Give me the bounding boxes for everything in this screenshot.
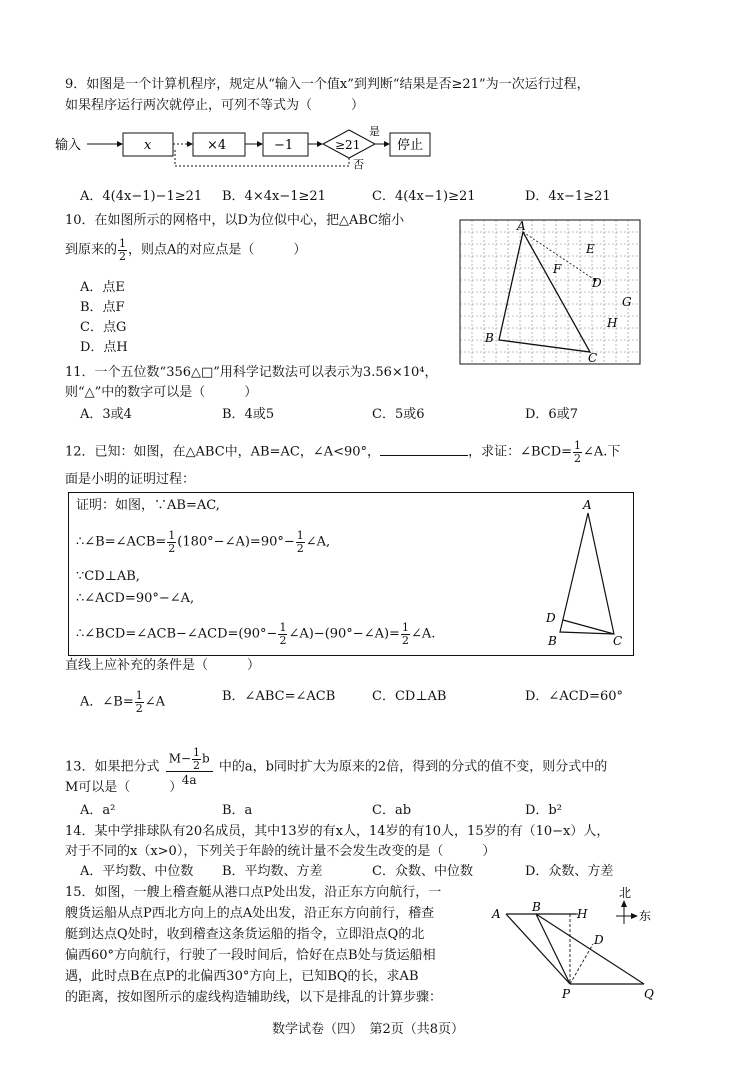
q12-stem-line2: 面是小明的证明过程： (65, 472, 196, 487)
proof-line2: ∴∠B=∠ACB= $\frac{1}{2}$ (180°−∠A)=90°− $\frac{1}{2}$ ∠A, (76, 529, 331, 555)
q13-option-b: B．a (222, 803, 253, 818)
svg-text:B: B (485, 331, 494, 345)
svg-text:P: P (562, 987, 571, 1001)
q12-option-b: B．∠ABC=∠ACB (222, 689, 336, 704)
q9-stem-line1: 9．如图是一个计算机程序，规定从“输入一个值x”到判断“结果是否≥21”为一次运行过程， (65, 77, 590, 92)
q9-option-c: C．4(4x−1)≥21 (372, 189, 476, 204)
q9-option-d: D．4x−1≥21 (525, 189, 611, 204)
q15-line1: 15．如图，一艘上稽查艇从港口点P处出发，沿正东方向航行，一 (65, 885, 442, 900)
q11-option-c: C．5或6 (372, 407, 425, 422)
q14-stem-line1: 14．某中学排球队有20名成员，其中13岁的有x人，14岁的有10人，15岁的有（10−x）人， (65, 824, 610, 839)
q11-stem-line2: 则“△”中的数字可以是（ ） (65, 385, 258, 400)
q12-stem-line3: 直线上应补充的条件是（ ） (65, 658, 261, 673)
svg-text:D: D (594, 933, 604, 947)
q10-grid-figure (455, 215, 650, 370)
q14-option-c: C．众数、中位数 (372, 864, 473, 879)
svg-text:F: F (553, 262, 562, 276)
q13-option-d: D．b² (525, 803, 562, 818)
svg-text:H: H (607, 316, 618, 330)
svg-text:A: A (517, 219, 526, 233)
q14-option-a: A．平均数、中位数 (80, 864, 194, 879)
q15-line5: 遇，此时点B在点P的北偏西30°方向上，已知BQ的长，求AB (65, 969, 419, 984)
proof-line1: 证明：如图，∵AB=AC, (76, 498, 220, 513)
q11-stem-line1: 11．一个五位数“356△□”用科学记数法可以表示为3.56×10⁴， (65, 365, 438, 380)
q13-stem-line2: M可以是（ ） (65, 780, 183, 795)
q9-option-b: B．4×4x−1≥21 (222, 189, 326, 204)
svg-text:C: C (613, 634, 623, 648)
svg-text:D: D (546, 611, 556, 625)
flow-input-label: 输入 (55, 138, 82, 153)
q10-stem-line1: 10．在如图所示的网格中，以D为位似中心，把△ABC缩小 (65, 213, 405, 228)
svg-text:Q: Q (644, 987, 654, 1001)
svg-text:北: 北 (619, 886, 632, 900)
q15-line6: 的距离，按如图所示的虚线构造辅助线，以下是排乱的计算步骤： (65, 990, 443, 1005)
svg-text:H: H (577, 907, 588, 921)
svg-text:B: B (548, 634, 557, 648)
svg-text:E: E (586, 242, 595, 256)
q10-option-b: B．点F (80, 300, 125, 315)
svg-text:≥21: ≥21 (335, 138, 361, 152)
q13-option-c: C．ab (372, 803, 412, 818)
proof-line4: ∴∠ACD=90°−∠A, (76, 591, 195, 606)
q9-flowchart (55, 122, 455, 172)
svg-text:停止: 停止 (397, 138, 424, 153)
svg-text:是: 是 (369, 125, 380, 138)
svg-text:−1: −1 (274, 138, 294, 153)
q14-option-b: B．平均数、方差 (222, 864, 323, 879)
q10-option-c: C．点G (80, 320, 127, 335)
q13-option-a: A．a² (80, 803, 116, 818)
q12-triangle-figure (538, 496, 630, 652)
q12-option-d: D．∠ACD=60° (525, 689, 624, 704)
svg-text:A: A (583, 498, 592, 512)
q10-stem-line2: 到原来的 $\frac{1}{2}$ ，则点A的对应点是（ ） (65, 237, 307, 263)
q11-option-a: A．3或4 (80, 407, 132, 422)
svg-text:东: 东 (639, 909, 652, 923)
q12-option-a: A．∠B= $\frac{1}{2}$ ∠A (80, 689, 166, 715)
q15-navigation-figure (486, 882, 691, 1004)
svg-text:x: x (144, 138, 152, 153)
q15-line3: 艇到达点Q处时，收到稽查这条货运船的指令，立即沿点Q的北 (65, 927, 425, 942)
q15-line4: 偏西60°方向航行，行驶了一段时间后，恰好在点B处与货运船相 (65, 948, 436, 963)
compass-icon (616, 886, 651, 924)
q12-option-c: C．CD⊥AB (372, 689, 447, 704)
q12-answer-blank (380, 444, 468, 456)
q10-option-a: A．点E (80, 280, 125, 295)
q9-stem-line2: 如果程序运行两次就停止，可列不等式为（ ） (65, 98, 365, 113)
q13-stem-line1: 13．如果把分式 M− $\frac{1}{2}$ b 4a 中的a，b同时扩大为原来的2倍，得到的分式的值不变，则分式中的 (65, 746, 608, 788)
svg-text:B: B (532, 900, 541, 914)
triangle-abc-isosceles (560, 513, 614, 634)
q9-option-a: A．4(4x−1)−1≥21 (80, 189, 203, 204)
q15-line2: 艘货运船从点P西北方向上的点A处出发，沿正东方向前行，稽查 (65, 906, 435, 921)
q10-option-d: D．点H (80, 340, 128, 355)
q11-option-d: D．6或7 (525, 407, 578, 422)
svg-text:G: G (622, 295, 632, 309)
svg-text:×4: ×4 (207, 138, 227, 153)
q12-stem-line1: 12．已知：如图，在△ABC中，AB=AC，∠A<90°， ，求证：∠BCD= $\frac{1}{2}$ ∠A.下 (65, 439, 621, 465)
page-footer: 数学试卷（四） 第2页（共8页） (271, 1022, 465, 1037)
svg-text:C: C (588, 351, 598, 365)
q13-big-fraction: M− $\frac{1}{2}$ b 4a (166, 747, 213, 787)
proof-line3: ∵CD⊥AB, (76, 569, 140, 584)
q14-option-d: D．众数、方差 (525, 864, 614, 879)
svg-text:否: 否 (353, 158, 364, 171)
q11-option-b: B．4或5 (222, 407, 275, 422)
svg-text:D: D (592, 276, 602, 290)
proof-line5: ∴∠BCD=∠ACB−∠ACD=(90°− $\frac{1}{2}$ ∠A)−(90°−∠A)= $\frac{1}{2}$ ∠A. (76, 621, 436, 647)
q14-stem-line2: 对于不同的x（x>0），下列关于年龄的统计量不会发生改变的是（ ） (65, 844, 496, 859)
svg-text:A: A (492, 907, 501, 921)
